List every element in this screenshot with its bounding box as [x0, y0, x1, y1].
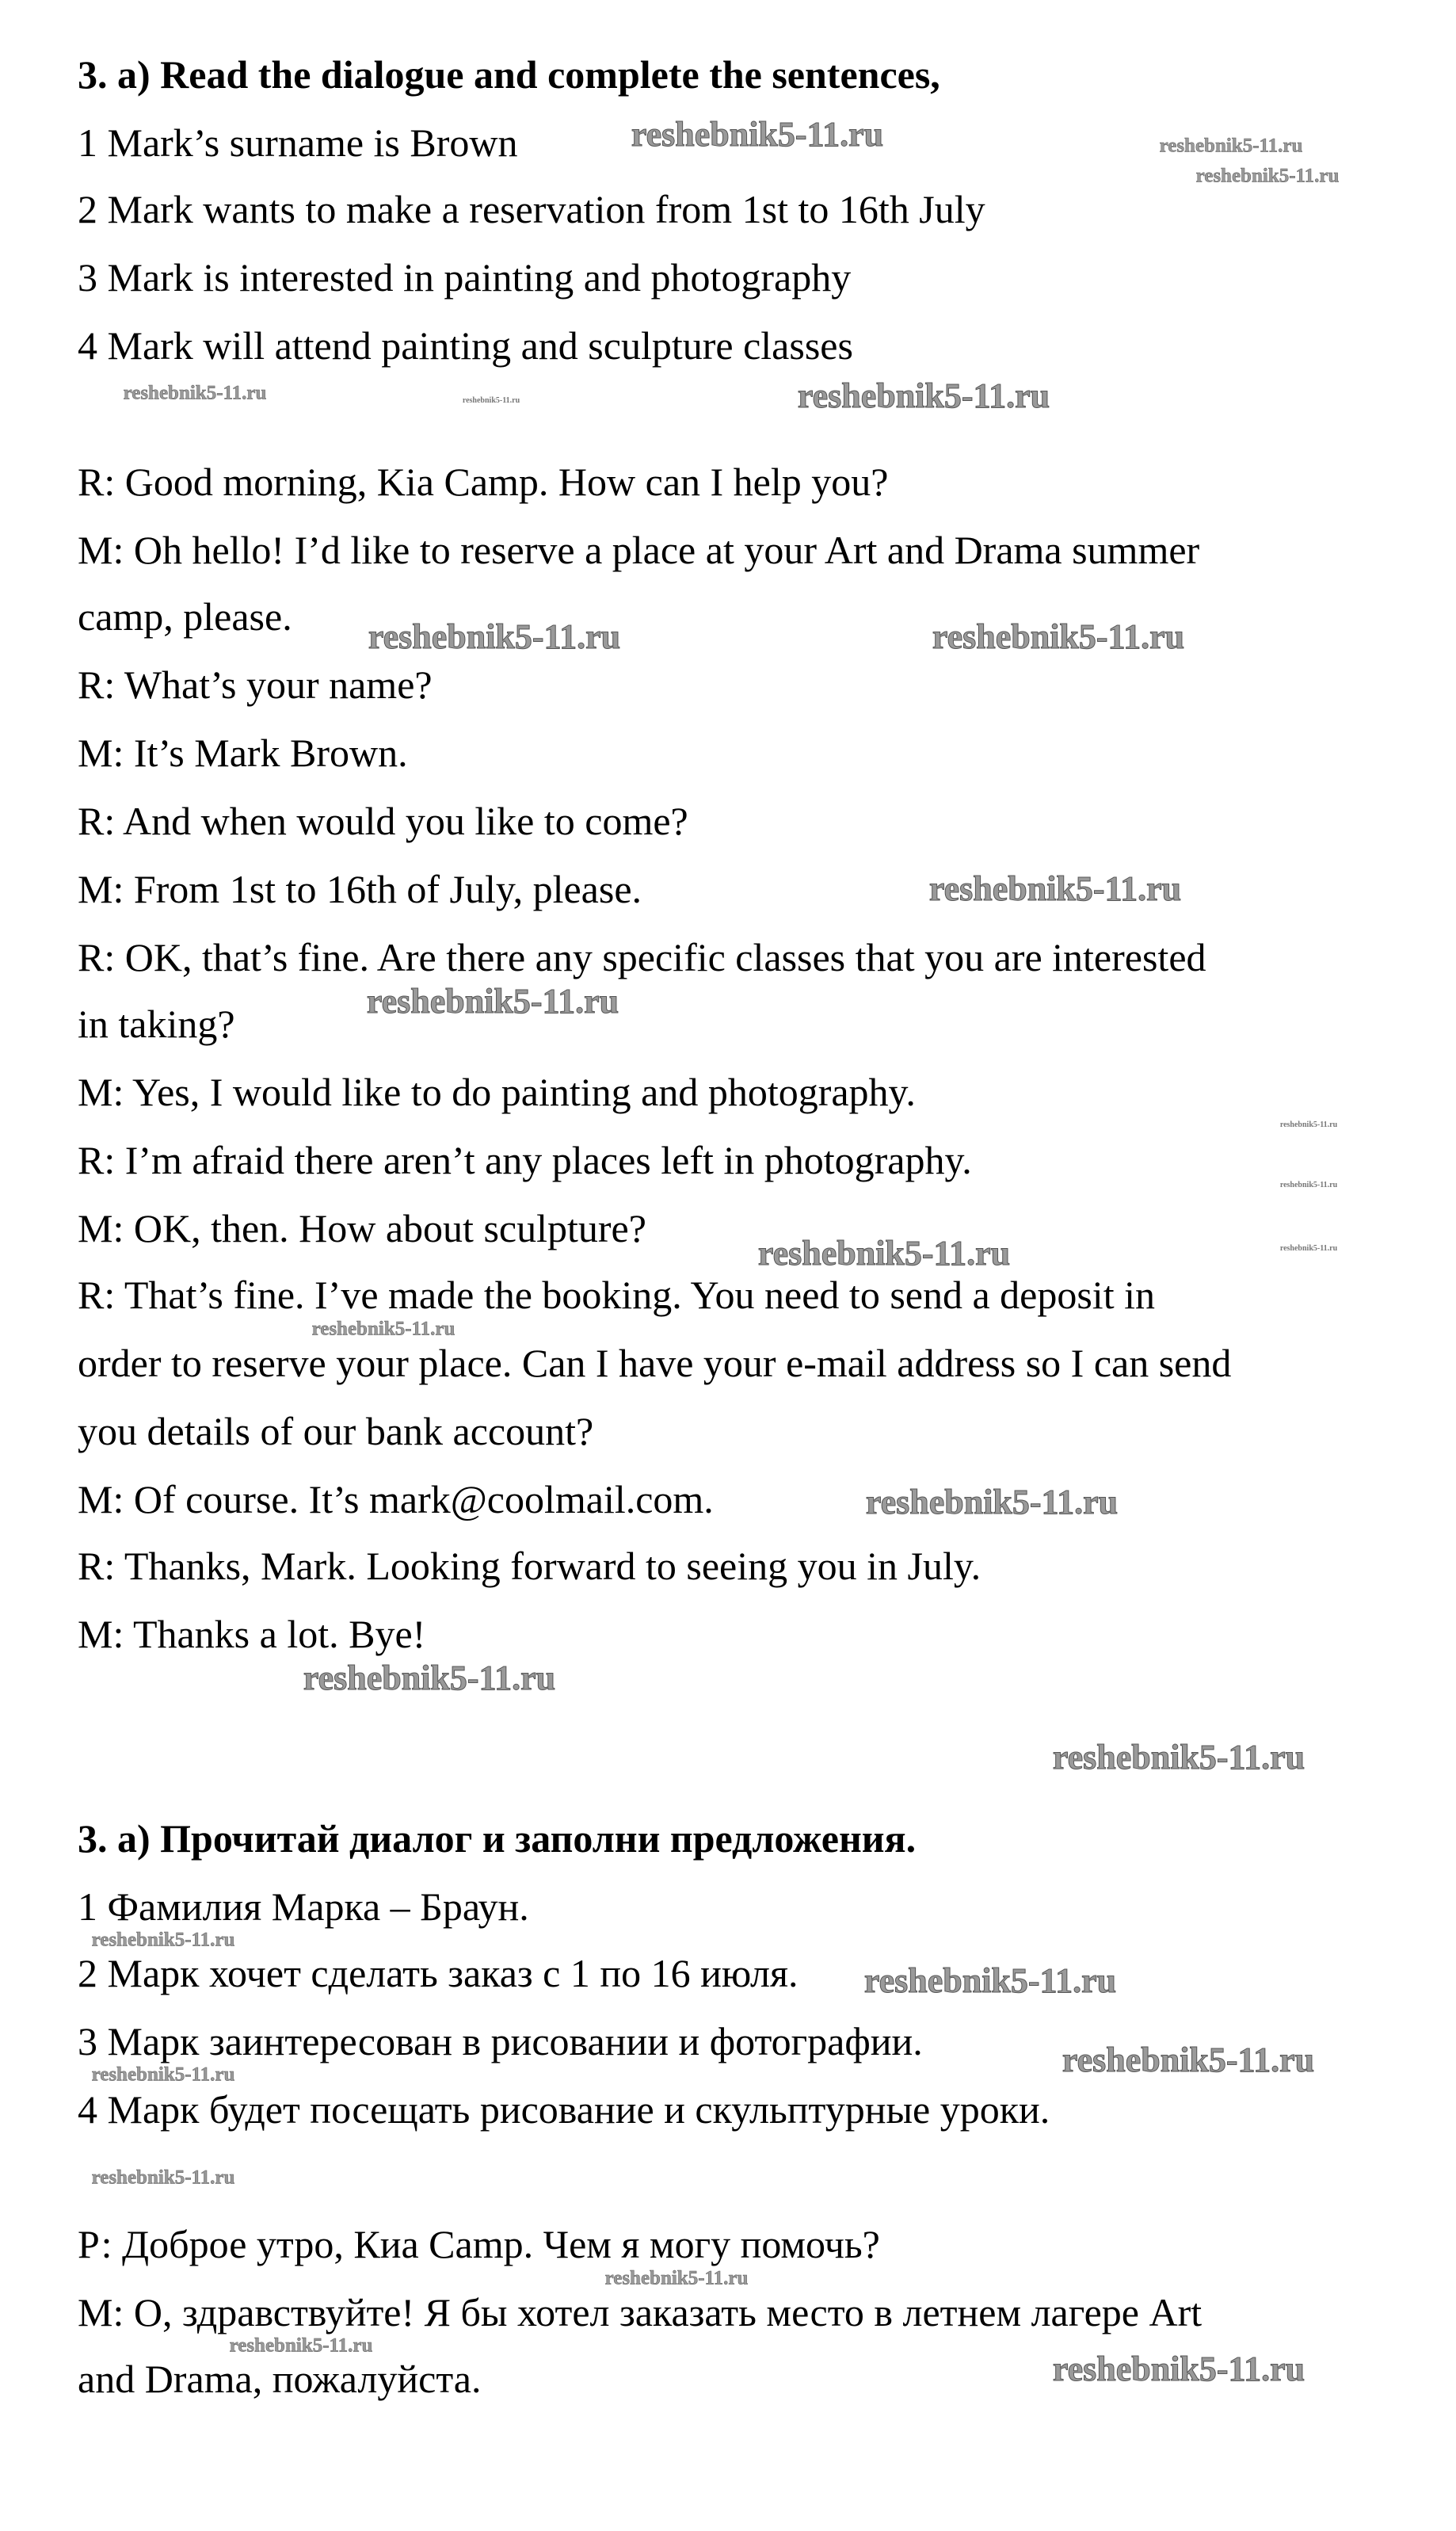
text-line: R: Thanks, Mark. Looking forward to seeing you in July.	[78, 1544, 981, 1588]
watermark: reshebnik5-11.ru	[631, 115, 884, 154]
text-line: 3 Марк заинтересован в рисовании и фотографии.	[78, 2019, 923, 2063]
watermark: reshebnik5-11.ru	[1159, 135, 1303, 157]
section-heading: 3. a) Read the dialogue and complete the sentences,	[78, 52, 940, 97]
text-line: 4 Mark will attend painting and sculpture classes	[78, 323, 853, 368]
text-line: you details of our bank account?	[78, 1409, 594, 1453]
watermark: reshebnik5-11.ru	[865, 1483, 1119, 1521]
watermark: reshebnik5-11.ru	[604, 2267, 749, 2289]
text-line: R: I’m afraid there aren’t any places left in photography.	[78, 1138, 972, 1182]
text-line: in taking?	[78, 1002, 235, 1046]
watermark: reshebnik5-11.ru	[1052, 1738, 1305, 1777]
text-line: М: О, здравствуйте! Я бы хотел заказать место в летнем лагере Art	[78, 2290, 1203, 2334]
watermark: reshebnik5-11.ru	[91, 1929, 235, 1951]
text-line: M: OK, then. How about sculpture?	[78, 1206, 646, 1250]
watermark: reshebnik5-11.ru	[797, 376, 1050, 415]
watermark: reshebnik5-11.ru	[928, 869, 1182, 908]
text-line: R: That’s fine. I’ve made the booking. You need to send a deposit in	[78, 1273, 1155, 1317]
text-line: M: Thanks a lot. Bye!	[78, 1612, 426, 1656]
text-line: R: OK, that’s fine. Are there any specific classes that you are interested	[78, 935, 1206, 979]
text-line: 1 Фамилия Марка – Браун.	[78, 1884, 529, 1929]
text-line: R: And when would you like to come?	[78, 799, 688, 843]
section-heading: 3. а) Прочитай диалог и заполни предложения.	[78, 1816, 917, 1861]
text-line: 4 Марк будет посещать рисование и скульптурные уроки.	[78, 2087, 1050, 2132]
text-line: 3 Mark is interested in painting and photography	[78, 255, 852, 300]
text-line: M: Oh hello! I’d like to reserve a place at your Art and Drama summer	[78, 528, 1200, 572]
text-line: Р: Доброе утро, Киа Camp. Чем я могу помочь?	[78, 2222, 880, 2266]
watermark: reshebnik5-11.ru	[1052, 2350, 1305, 2388]
watermark: reshebnik5-11.ru	[229, 2334, 373, 2357]
watermark: reshebnik5-11.ru	[462, 396, 520, 405]
watermark: reshebnik5-11.ru	[303, 1659, 556, 1697]
text-line: M: Of course. It’s mark@coolmail.com.	[78, 1477, 714, 1521]
watermark: reshebnik5-11.ru	[863, 1961, 1117, 2000]
watermark: reshebnik5-11.ru	[1062, 2040, 1315, 2079]
watermark: reshebnik5-11.ru	[1279, 1244, 1338, 1253]
text-line: camp, please.	[78, 594, 292, 639]
watermark: reshebnik5-11.ru	[311, 1318, 455, 1340]
text-line: M: From 1st to 16th of July, please.	[78, 867, 642, 911]
watermark: reshebnik5-11.ru	[366, 982, 619, 1021]
watermark: reshebnik5-11.ru	[1279, 1120, 1338, 1129]
watermark: reshebnik5-11.ru	[1195, 165, 1340, 187]
text-line: M: Yes, I would like to do painting and photography.	[78, 1070, 916, 1114]
text-line: R: Good morning, Kia Camp. How can I help you?	[78, 460, 889, 504]
text-line: and Drama, пожалуйста.	[78, 2357, 482, 2401]
text-line: M: It’s Mark Brown.	[78, 731, 408, 775]
text-line: 2 Марк хочет сделать заказ с 1 по 16 июля.	[78, 1951, 799, 1995]
watermark: reshebnik5-11.ru	[91, 2166, 235, 2189]
watermark: reshebnik5-11.ru	[757, 1234, 1011, 1273]
watermark: reshebnik5-11.ru	[1279, 1181, 1338, 1189]
watermark: reshebnik5-11.ru	[368, 617, 621, 656]
watermark: reshebnik5-11.ru	[123, 382, 267, 404]
text-line: 2 Mark wants to make a reservation from 1st to 16th July	[78, 187, 985, 231]
text-line: order to reserve your place. Can I have your e-mail address so I can send	[78, 1341, 1232, 1385]
text-line: R: What’s your name?	[78, 662, 433, 707]
watermark: reshebnik5-11.ru	[932, 617, 1185, 656]
text-line: 1 Mark’s surname is Brown	[78, 120, 518, 165]
watermark: reshebnik5-11.ru	[91, 2063, 235, 2086]
